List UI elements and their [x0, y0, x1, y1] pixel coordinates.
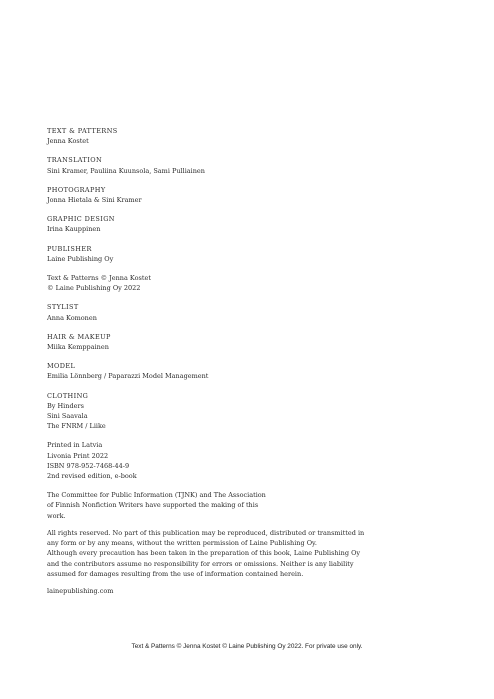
spacer	[47, 323, 467, 332]
paragraph-line: All rights reserved. No part of this publication may be reproduced, distributed or transmitted in	[47, 528, 365, 537]
credit-block	[47, 440, 467, 481]
credit-label: TEXT & PATTERNS	[47, 127, 118, 135]
credit-block	[47, 214, 467, 234]
spacer	[47, 481, 467, 490]
credit-block	[47, 185, 467, 205]
paragraph-line: The Committee for Public Information (TJNK) and The Association	[47, 491, 266, 500]
credit-value: By Hinders	[47, 401, 84, 410]
credit-label: MODEL	[47, 362, 76, 371]
website-text	[47, 586, 467, 596]
page-footer: Text & Patterns © Jenna Kostet © Laine Publishing Oy 2022. For private use only.	[131, 643, 363, 650]
spacer	[47, 235, 467, 244]
credit-block	[47, 332, 467, 352]
paragraph-line: work.	[47, 511, 66, 520]
credit-value: Text & Patterns © Jenna Kostet	[47, 274, 151, 283]
spacer	[47, 146, 467, 155]
credit-value: Sini Saavala	[47, 412, 88, 421]
credit-label: TRANSLATION	[47, 156, 103, 165]
credit-block	[47, 361, 467, 381]
credit-label: STYLIST	[47, 303, 79, 312]
credit-value: Livonia Print 2022	[47, 451, 109, 460]
credit-label: HAIR & MAKEUP	[47, 332, 111, 341]
spacer	[47, 293, 467, 302]
credit-block	[47, 302, 467, 322]
spacer	[47, 382, 467, 391]
paragraph-line: assumed for damages resulting from the use of information contained herein.	[47, 569, 304, 578]
credit-label: GRAPHIC DESIGN	[47, 215, 115, 224]
credit-block	[47, 126, 467, 146]
credit-value: 2nd revised edition, e-book	[47, 472, 137, 481]
spacer	[47, 352, 467, 361]
paragraph-line: lainepublishing.com	[47, 586, 114, 595]
paragraph-line: any form or by any means, without the written permission of Laine Publishing Oy.	[47, 539, 317, 548]
credit-block	[47, 391, 467, 432]
credit-value: ISBN 978-952-7468-44-9	[47, 461, 130, 470]
credit-value: Printed in Latvia	[47, 441, 103, 450]
paragraph	[47, 490, 467, 521]
credit-label: PUBLISHER	[47, 244, 92, 253]
credit-label: CLOTHING	[47, 391, 89, 400]
credit-value: Emilia Lönnberg / Paparazzi Model Management	[47, 372, 209, 381]
credit-label: PHOTOGRAPHY	[47, 185, 106, 194]
credit-value: The FNRM / Liike	[47, 422, 106, 431]
spacer	[47, 431, 467, 440]
credit-value: Jenna Kostet	[47, 137, 89, 146]
credit-value: Sini Kramer, Pauliina Kuunsola, Sami Pulliainen	[47, 166, 205, 175]
paragraph-line: of Finnish Nonfiction Writers have supported the making of this	[47, 501, 259, 510]
paragraph	[47, 528, 467, 579]
credit-block	[47, 244, 467, 264]
legal-text	[47, 481, 467, 596]
spacer	[47, 521, 467, 528]
credit-value: © Laine Publishing Oy 2022	[47, 284, 141, 293]
credit-value: Laine Publishing Oy	[47, 254, 114, 263]
credit-value: Miika Kemppainen	[47, 343, 109, 352]
spacer	[47, 176, 467, 185]
paragraph-line: and the contributors assume no responsibility for errors or omissions. Neither is any liability	[47, 559, 354, 568]
credit-value: Anna Komonen	[47, 313, 97, 322]
imprint-page	[47, 126, 467, 596]
spacer	[47, 579, 467, 586]
credit-value: Jonna Hietala & Sini Kramer	[47, 196, 142, 205]
credits-list	[47, 126, 467, 481]
spacer	[47, 205, 467, 214]
credit-value: Irina Kauppinen	[47, 225, 101, 234]
paragraph-line: Although every precaution has been taken in the preparation of this book, Laine Publishing Oy	[47, 549, 361, 558]
spacer	[47, 264, 467, 273]
credit-block	[47, 155, 467, 175]
credit-block	[47, 273, 467, 293]
